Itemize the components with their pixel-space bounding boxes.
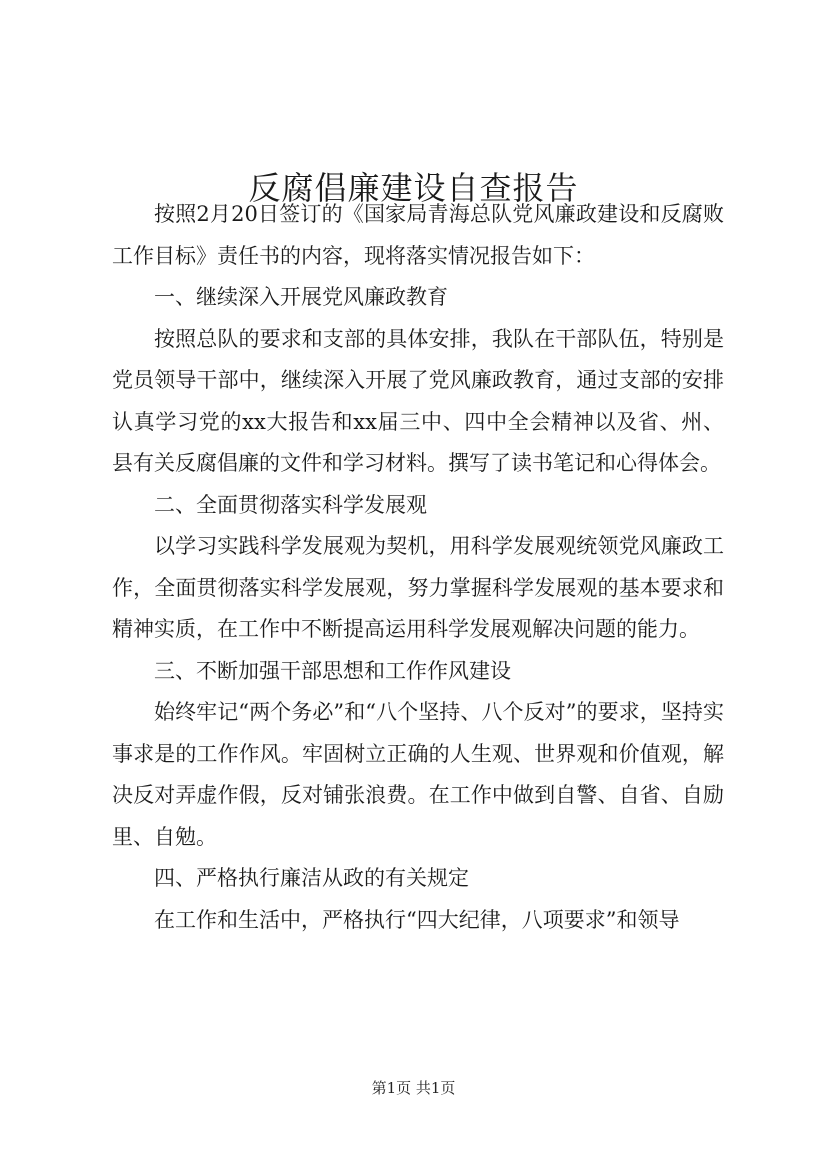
intro-paragraph: 按照2月20日签订的《国家局青海总队党风廉政建设和反腐败工作目标》责任书的内容，现将落实情况报告如下： — [112, 202, 724, 268]
section-paragraph-2: 以学习实践科学发展观为契机，用科学发展观统领党风廉政工作，全面贯彻落实科学发展观，努力掌握科学发展观的基本要求和精神实质，在工作中不断提高运用科学发展观解决问题的能力。 — [112, 534, 724, 641]
page-footer: 第1页 共1页 — [371, 1079, 456, 1097]
section-paragraph-1: 按照总队的要求和支部的具体安排，我队在干部队伍，特别是党员领导干部中，继续深入开展了党风廉政教育，通过支部的安排认真学习党的xx大报告和xx届三中、四中全会精神以及省、州、县有关反腐倡廉的文件和学习材料。撰写了读书笔记和心得体会。 — [112, 326, 724, 475]
section-heading-1: 一、继续深入开展党风廉政教育 — [154, 285, 448, 309]
section-paragraph-3: 始终牢记“两个务必”和“八个坚持、八个反对”的要求，坚持实事求是的工作作风。牢固树立正确的人生观、世界观和价值观，解决反对弄虚作假，反对铺张浪费。在工作中做到自警、自省、自励里、自勉。 — [112, 700, 724, 849]
section-paragraph-4: 在工作和生活中，严格执行“四大纪律，八项要求”和领导 — [154, 907, 680, 932]
document-title: 反腐倡廉建设自查报告 — [248, 169, 579, 208]
section-heading-4: 四、严格执行廉洁从政的有关规定 — [154, 866, 469, 890]
section-heading-3: 三、不断加强干部思想和工作作风建设 — [154, 658, 511, 683]
section-heading-2: 二、全面贯彻落实科学发展观 — [154, 492, 427, 517]
document-body — [112, 194, 724, 941]
